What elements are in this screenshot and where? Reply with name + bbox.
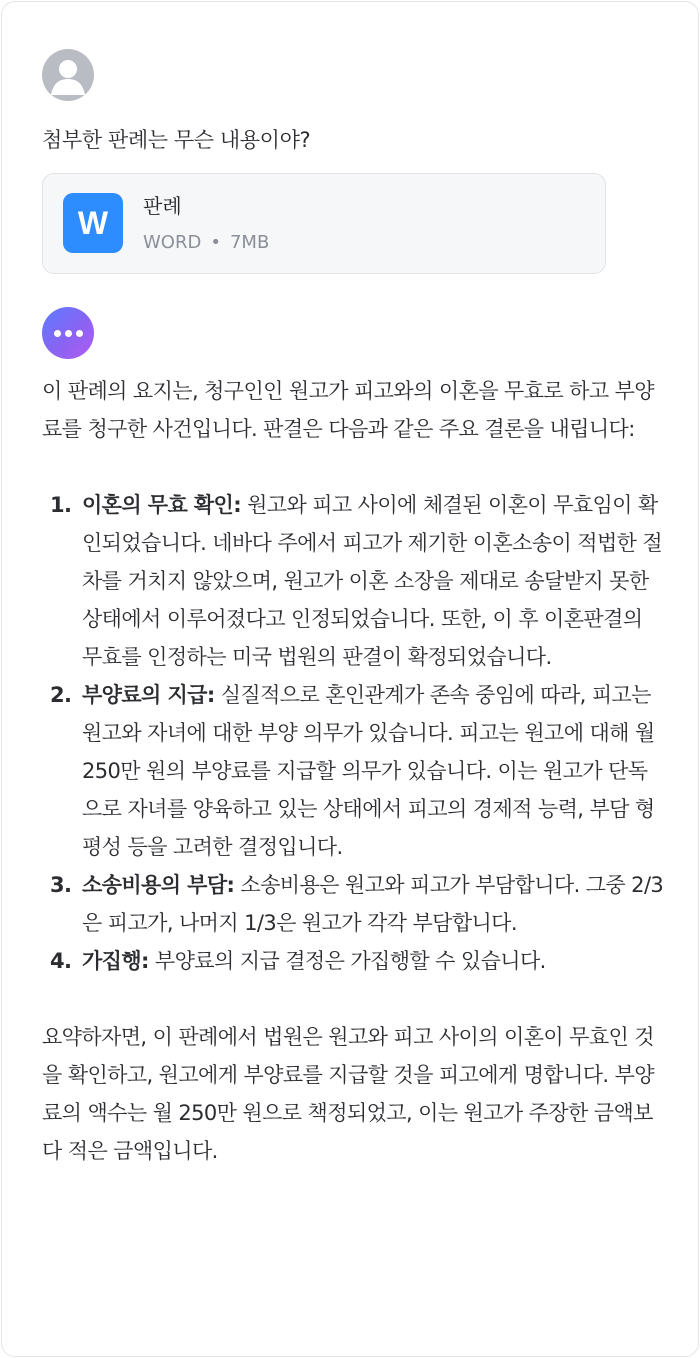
attachment-card[interactable] — [42, 173, 606, 274]
word-file-icon: W — [63, 193, 123, 253]
point-number: 4. — [50, 949, 72, 973]
point-text: 실질적으로 혼인관계가 존속 중임에 따라, 피고는 원고와 자녀에 대한 부양 의무가 있습니다. 피고는 원고에 대해 월 250만 원의 부양료를 지급할 의무가 있습니다. 이는 원고가 단독으로 자녀를 양육하고 있는 상태에서 피고의 경제적 능력, 부담 형평성 등을 고려한 결정입니다. — [82, 683, 655, 859]
point-title: 이혼의 무효 확인: — [82, 493, 242, 517]
assistant-message — [42, 372, 667, 1170]
attachment-name: 판례 — [143, 194, 182, 218]
user-avatar-icon — [42, 49, 94, 101]
answer-point — [42, 486, 667, 676]
point-text: 원고와 피고 사이에 체결된 이혼이 무효임이 확인되었습니다. 네바다 주에서 피고가 제기한 이혼소송이 적법한 절차를 거치지 않았으며, 원고가 이혼 소장을 제대로 송달받지 못한 상태에서 이루어졌다고 인정되었습니다. 또한, 이 후 이혼판결의 무효를 인정하는 미국 법원의 판결이 확정되었습니다. — [82, 493, 663, 669]
answer-point — [42, 676, 667, 866]
more-dots-icon — [42, 307, 94, 359]
answer-summary: 요약하자면, 이 판례에서 법원은 원고와 피고 사이의 이혼이 무효인 것을 확인하고, 원고에게 부양료를 지급할 것을 피고에게 명합니다. 부양료의 액수는 월 250만 원으로 책정되었고, 이는 원고가 주장한 금액보다 적은 금액입니다. — [42, 1025, 654, 1163]
point-title: 부양료의 지급: — [82, 683, 215, 707]
point-number: 3. — [50, 873, 72, 897]
meta-separator: • — [210, 232, 221, 253]
attachment-type: WORD — [143, 232, 202, 253]
answer-point — [42, 866, 667, 942]
point-number: 1. — [50, 493, 72, 517]
attachment-meta — [143, 229, 269, 257]
answer-intro: 이 판례의 요지는, 청구인인 원고가 피고와의 이혼을 무효로 하고 부양료를 청구한 사건입니다. 판결은 다음과 같은 주요 결론을 내립니다: — [42, 379, 654, 441]
point-number: 2. — [50, 683, 72, 707]
answer-point — [42, 942, 667, 980]
point-text: 소송비용은 원고와 피고가 부담합니다. 그중 2/3은 피고가, 나머지 1/3은 원고가 각각 부담합니다. — [82, 873, 664, 935]
point-title: 소송비용의 부담: — [82, 873, 235, 897]
chat-panel — [1, 1, 699, 1357]
attachment-size: 7MB — [229, 232, 270, 253]
point-title: 가집행: — [82, 949, 149, 973]
answer-points — [42, 486, 667, 980]
user-message: 첨부한 판례는 무슨 내용이야? — [42, 128, 311, 152]
point-text: 부양료의 지급 결정은 가집행할 수 있습니다. — [148, 949, 546, 973]
